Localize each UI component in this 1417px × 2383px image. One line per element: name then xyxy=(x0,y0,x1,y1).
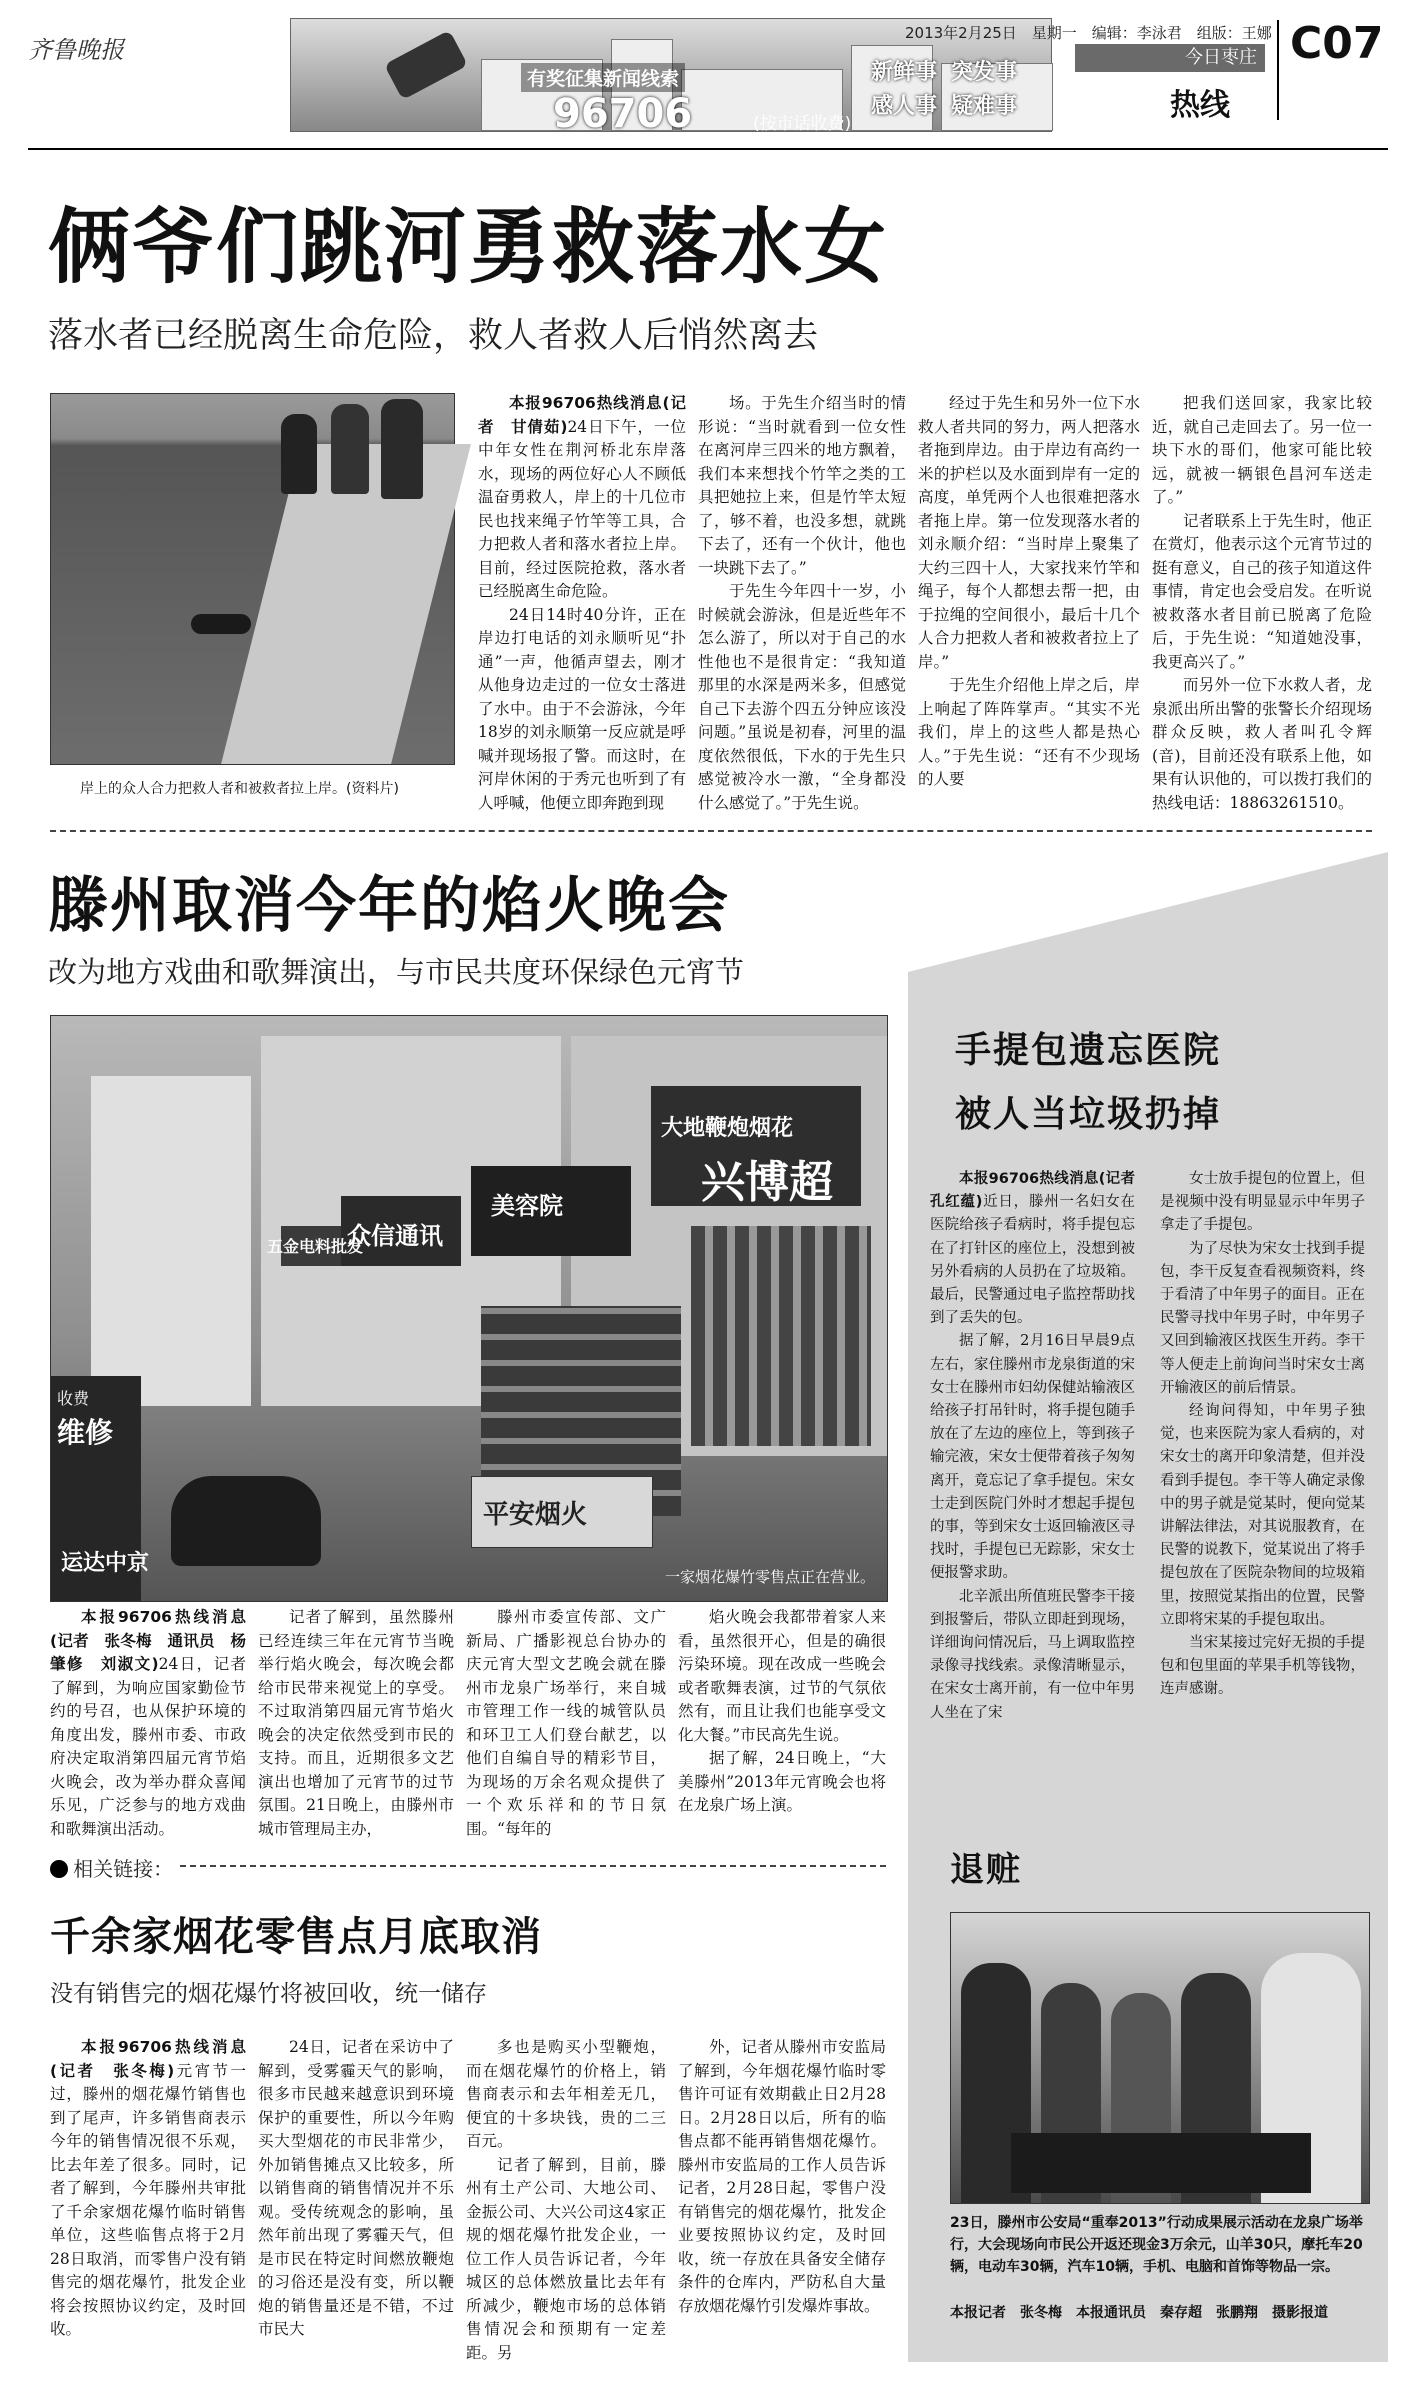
related-byline: 本报96706热线消息(记者 张冬梅) xyxy=(50,2038,246,2080)
hotline-note: (按市话收费) xyxy=(753,114,852,134)
shop-sign-fireworks: 大地鞭炮烟花 xyxy=(661,1116,794,1141)
sidebar2-headline: 退赃 xyxy=(950,1850,1022,1890)
story2-headline: 滕州取消今年的焰火晚会 xyxy=(48,871,730,941)
shop-sign-hardware: 五金电料批发 xyxy=(267,1237,364,1256)
bullet-icon xyxy=(50,1860,68,1878)
story2-column-4: 焰火晚会我都带着家人来看，虽然很开心，但是的确很污染环境。现在改成一些晚会或者歌舞表演，过节的气氛依然有，而且让我们也能享受文化大餐。”市民高先生说。 据了解，24日晚上，“大美滕州”2013年元宵晚会也将在龙泉广场上演。 xyxy=(678,1608,886,1814)
story2-photo xyxy=(50,1015,888,1602)
story2-column-2: 记者了解到，虽然滕州已经连续三年在元宵节当晚举行焰火晚会，每次晚会都给市民带来视觉上的享受。不过取消第四届元宵节焰火晚会的决定依然受到市民的支持。而且，近期很多文艺演出也增加了元宵节的过节氛围。21日晚上，由滕州市城市管理局主办， xyxy=(258,1608,454,1838)
section-name: 热线 xyxy=(1170,88,1230,123)
related-link-bar xyxy=(50,1853,886,1882)
story1-caption: 岸上的众人合力把救人者和被救者拉上岸。(资料片) xyxy=(80,781,399,797)
tag-new: 新鲜事 xyxy=(871,60,938,85)
sidebar1-headline-line2: 被人当垃圾扔掉 xyxy=(955,1094,1222,1135)
tricycle-sign: 运达中京 xyxy=(61,1551,150,1576)
masthead-logo: 齐鲁晚报 xyxy=(28,36,124,64)
story1-column-1: 本报96706热线消息(记者 甘倩茹)24日下午，一位中年女性在荆河桥北东岸落水，现场的两位好心人不顾低温奋勇救人，岸上的十几位市民也找来绳子竹竿等工具，合力把救人者和落水者拉上岸。目前，经过医院抢救，落水者已经脱离生命危险。 24日14时40分许，正在岸边打电话的刘永顺听见“扑通”一声，他循声望去，刚才从他身边走过的一位女士落进了水中。由于不会游泳，今年18岁的刘永顺第一反应就是呼喊并现场报了警。而这时，在河岸休闲的于秀元也听到了有人呼喊，他便立即奔跑到现 xyxy=(478,394,686,812)
sidebar1-byline: 本报96706热线消息(记者 孔红蕴) xyxy=(930,1171,1150,1211)
hotline-title: 有奖征集新闻线索 xyxy=(521,63,685,92)
section-band: 今日枣庄 xyxy=(1075,44,1265,72)
story2-byline: 本报96706热线消息(记者 张冬梅 通讯员 杨肇修 刘淑文) xyxy=(50,1608,246,1673)
shop-sign-fee: 收费 xyxy=(57,1389,90,1408)
related-label: 相关链接： xyxy=(73,1857,174,1881)
story1-column-4: 把我们送回家，我家比较近，就自己走回去了。另一位一块下水的哥们，他家可能比较远，就被一辆银色昌河车送走了。” 记者联系上于先生时，他正在赏灯，他表示这个元宵节过的挺有意义，自己的孩子知道这件事情，肯定也会受启发。在听说被救落水者目前已脱离了危险后，于先生说：“知道她没事，我更高兴了。” 而另外一位下水救人者，龙泉派出所出警的张警长介绍现场群众反映，救人者叫孔令辉(音)，目前还没有联系上他，如果有认识他的，可以拨打我们的热线电话：18863261510。 xyxy=(1152,394,1372,812)
related-column-4: 外，记者从滕州市安监局了解到，今年烟花爆竹临时零售许可证有效期截止日2月28日。2月28日以后，所有的临售点都不能再销售烟花爆竹。滕州市安监局的工作人员告诉记者，2月28日起，零售户没有销售完的烟花爆竹，批发企业要按照协议约定，及时回收，统一存放在具备安全储存条件的仓库内，严防私自大量存放烟花爆竹引发爆炸事故。 xyxy=(678,2038,886,2315)
page-number: C07 xyxy=(1290,18,1384,69)
related-column-3: 多也是购买小型鞭炮，而在烟花爆竹的价格上，销售商表示和去年相差无几，便宜的十多块钱，贵的二三百元。 记者了解到，目前，滕州有土产公司、大地公司、金振公司、大兴公司这4家正规的烟花爆竹批发企业，一位工作人员告诉记者，今年城区的总体燃放量比去年有所减少，鞭炮市场的总体销售情况会和预期有一定差距。另 xyxy=(466,2038,666,2362)
masthead-divider xyxy=(1277,20,1279,120)
story1-subhead: 落水者已经脱离生命危险，救人者救人后悄然离去 xyxy=(48,316,819,356)
shop-sign-telecom: 众信通讯 xyxy=(347,1222,443,1250)
story1-headline: 俩爷们跳河勇救落水女 xyxy=(48,200,889,295)
story1-photo xyxy=(50,393,455,765)
story1-column-3: 经过于先生和另外一位下水救人者共同的努力，两人把落水者拖到岸边。由于岸边有高约一米的护栏以及水面到岸有一定的高度，单凭两个人也很难把落水者拖上岸。第一位发现落水者的刘永顺介绍：“当时岸上聚集了大约三四十人，大家找来竹竿和绳子，每个人都想去帮一把，由于拉绳的空间很小，最后十几个人合力把救人者和被救者拉上了岸。” 于先生介绍他上岸之后，岸上响起了阵阵掌声。“其实不光我们，岸上的这些人都是热心人。”于先生说：“还有不少现场的人要 xyxy=(918,394,1140,788)
sidebar1-headline-line1: 手提包遗忘医院 xyxy=(955,1030,1222,1071)
shop-sign-beauty: 美容院 xyxy=(491,1192,563,1220)
shop-sign-safety: 平安烟火 xyxy=(483,1500,588,1530)
tag-sudden: 突发事 xyxy=(951,60,1018,85)
story1-column-2: 场。于先生介绍当时的情形说：“当时就看到一位女性在离河岸三四米的地方飘着，我们本来想找个竹竿之类的工具把她拉上来，但是竹竿太短了，够不着，也没多想，就跳下去了，还有一个伙计，他也一块跳下去了。” 于先生今年四十一岁，小时候就会游泳，但是近些年不怎么游了，所以对于自己的水性他也不是很肯定：“我知道那里的水深是两米多，但感觉自己下去游个四五分钟应该没问题。”虽说是初春，河里的温度依然很低，下水的于先生只感觉被冷水一激，“全身都没什么感觉了。”于先生说。 xyxy=(698,394,906,812)
story2-subhead: 改为地方戏曲和歌舞演出，与市民共度环保绿色元宵节 xyxy=(48,955,745,989)
tag-difficult: 疑难事 xyxy=(951,94,1018,119)
related-column-2: 24日，记者在采访中了解到，受雾霾天气的影响，很多市民越来越意识到环境保护的重要性，所以今年购买大型烟花的市民非常少，外加销售摊点又比较多，所以销售商的销售情况并不乐观。受传统观念的影响，虽然年前出现了雾霾天气，但是市民在特定时间燃放鞭炮的习俗还是没有变，所以鞭炮的销售量还是不错，不过市民大 xyxy=(258,2038,454,2338)
telephone-icon xyxy=(384,30,468,100)
sidebar1-column-2: 女士放手提包的位置上，但是视频中没有明显显示中年男子拿走了手提包。 为了尽快为宋女士找到手提包，李干反复查看视频资料，终于看清了中年男子的面目。正在民警寻找中年男子时，中年男子又回到输液区找医生开药。李干等人便走上前询问当时宋女士离开输液区的前后情景。 经询问得知，中年男子独觉，也来医院为家人看病的，对宋女士的离开印象清楚，但并没看到手提包。李干等人确定录像中的男子就是觉某时，便向觉某讲解法律法，对其说服教育，在民警的说教下，觉某说出了将手提包放在了医院杂物间的垃圾箱里，按照觉某指出的位置，民警立即将宋某的手提包取出。 当宋某接过完好无损的手提包和包里面的苹果手机等钱物，连声感谢。 xyxy=(1160,1171,1365,1698)
issue-info: 2013年2月25日 星期一 编辑：李泳君 组版：王娜 xyxy=(905,24,1272,42)
story2-column-3: 滕州市委宣传部、文广新局、广播影视总台协办的庆元宵大型文艺晚会就在滕州市龙泉广场举行，来自城市管理工作一线的城管队员和环卫工人们登台献艺，以他们自编自导的精彩节目，为现场的万余名观众提供了一个欢乐祥和的节日氛围。“每年的 xyxy=(466,1608,666,1838)
shop-sign-repair: 维修 xyxy=(57,1416,114,1449)
tag-moving: 感人事 xyxy=(871,94,938,119)
sidebar2-photo xyxy=(950,1912,1370,2204)
sidebar1-column-1: 本报96706热线消息(记者 孔红蕴)近日，滕州一名妇女在医院给孩子看病时，将手提包忘在了打针区的座位上，没想到被另外看病的人员扔在了垃圾箱。最后，民警通过电子监控帮助找到了丢失的包。 据了解，2月16日早晨9点左右，家住滕州市龙泉街道的宋女士在滕州市妇幼保健站输液区给孩子打吊针时，将手提包随手放在了左边的座位上，等到孩子输完液，宋女士便带着孩子匆匆离开，竟忘记了拿手提包。宋女士走到医院门外时才想起手提包的事，等到宋女士返回输液区寻找时，手提包已无踪影，宋女士便报警求助。 北辛派出所值班民警李干接到报警后，带队立即赶到现场，详细询问情况后，马上调取监控录像寻找线索。录像清晰显示，在宋女士离开前，有一位中年男人坐在了宋 xyxy=(930,1171,1150,1721)
sidebar2-caption: 23日，滕州市公安局“重奉2013”行动成果展示活动在龙泉广场举行，大会现场向市民公开返还现金3万余元，山羊30只，摩托车20辆，电动车30辆，汽车10辆，手机、电脑和首饰等物品一宗。 xyxy=(950,2215,1363,2275)
related-subhead: 没有销售完的烟花爆竹将被回收，统一储存 xyxy=(50,1981,487,2007)
related-headline: 千余家烟花零售点月底取消 xyxy=(50,1914,542,1960)
sidebar2-credit: 本报记者 张冬梅 本报通讯员 秦存超 张鹏翔 摄影报道 xyxy=(950,2305,1328,2321)
story2-column-1: 本报96706热线消息(记者 张冬梅 通讯员 杨肇修 刘淑文)24日，记者了解到，为响应国家勤俭节约的号召，也从保护环境的角度出发，滕州市委、市政府决定取消第四届元宵节焰火晚会，改为举办群众喜闻乐见，广泛参与的地方戏曲和歌舞演出活动。 xyxy=(50,1608,246,1838)
masthead-rule xyxy=(28,148,1388,150)
related-column-1: 本报96706热线消息(记者 张冬梅)元宵节一过，滕州的烟花爆竹销售也到了尾声，许多销售商表示今年的销售情况很不乐观，比去年差了很多。同时，记者了解到，今年滕州共审批了千余家烟花爆竹临时销售单位，这些临售点将于2月28日取消，而零售户没有销售完的烟花爆竹，批发企业将会按照协议约定，及时回收。 xyxy=(50,2038,246,2338)
story1-byline: 本报96706热线消息(记者 甘倩茹) xyxy=(478,394,686,436)
hotline-number: 96706 xyxy=(553,91,693,137)
story2-caption: 一家烟花爆竹零售点正在营业。 xyxy=(664,1568,875,1586)
section-divider xyxy=(50,830,1372,832)
shop-sign-supermarket: 兴博超 xyxy=(701,1157,833,1208)
